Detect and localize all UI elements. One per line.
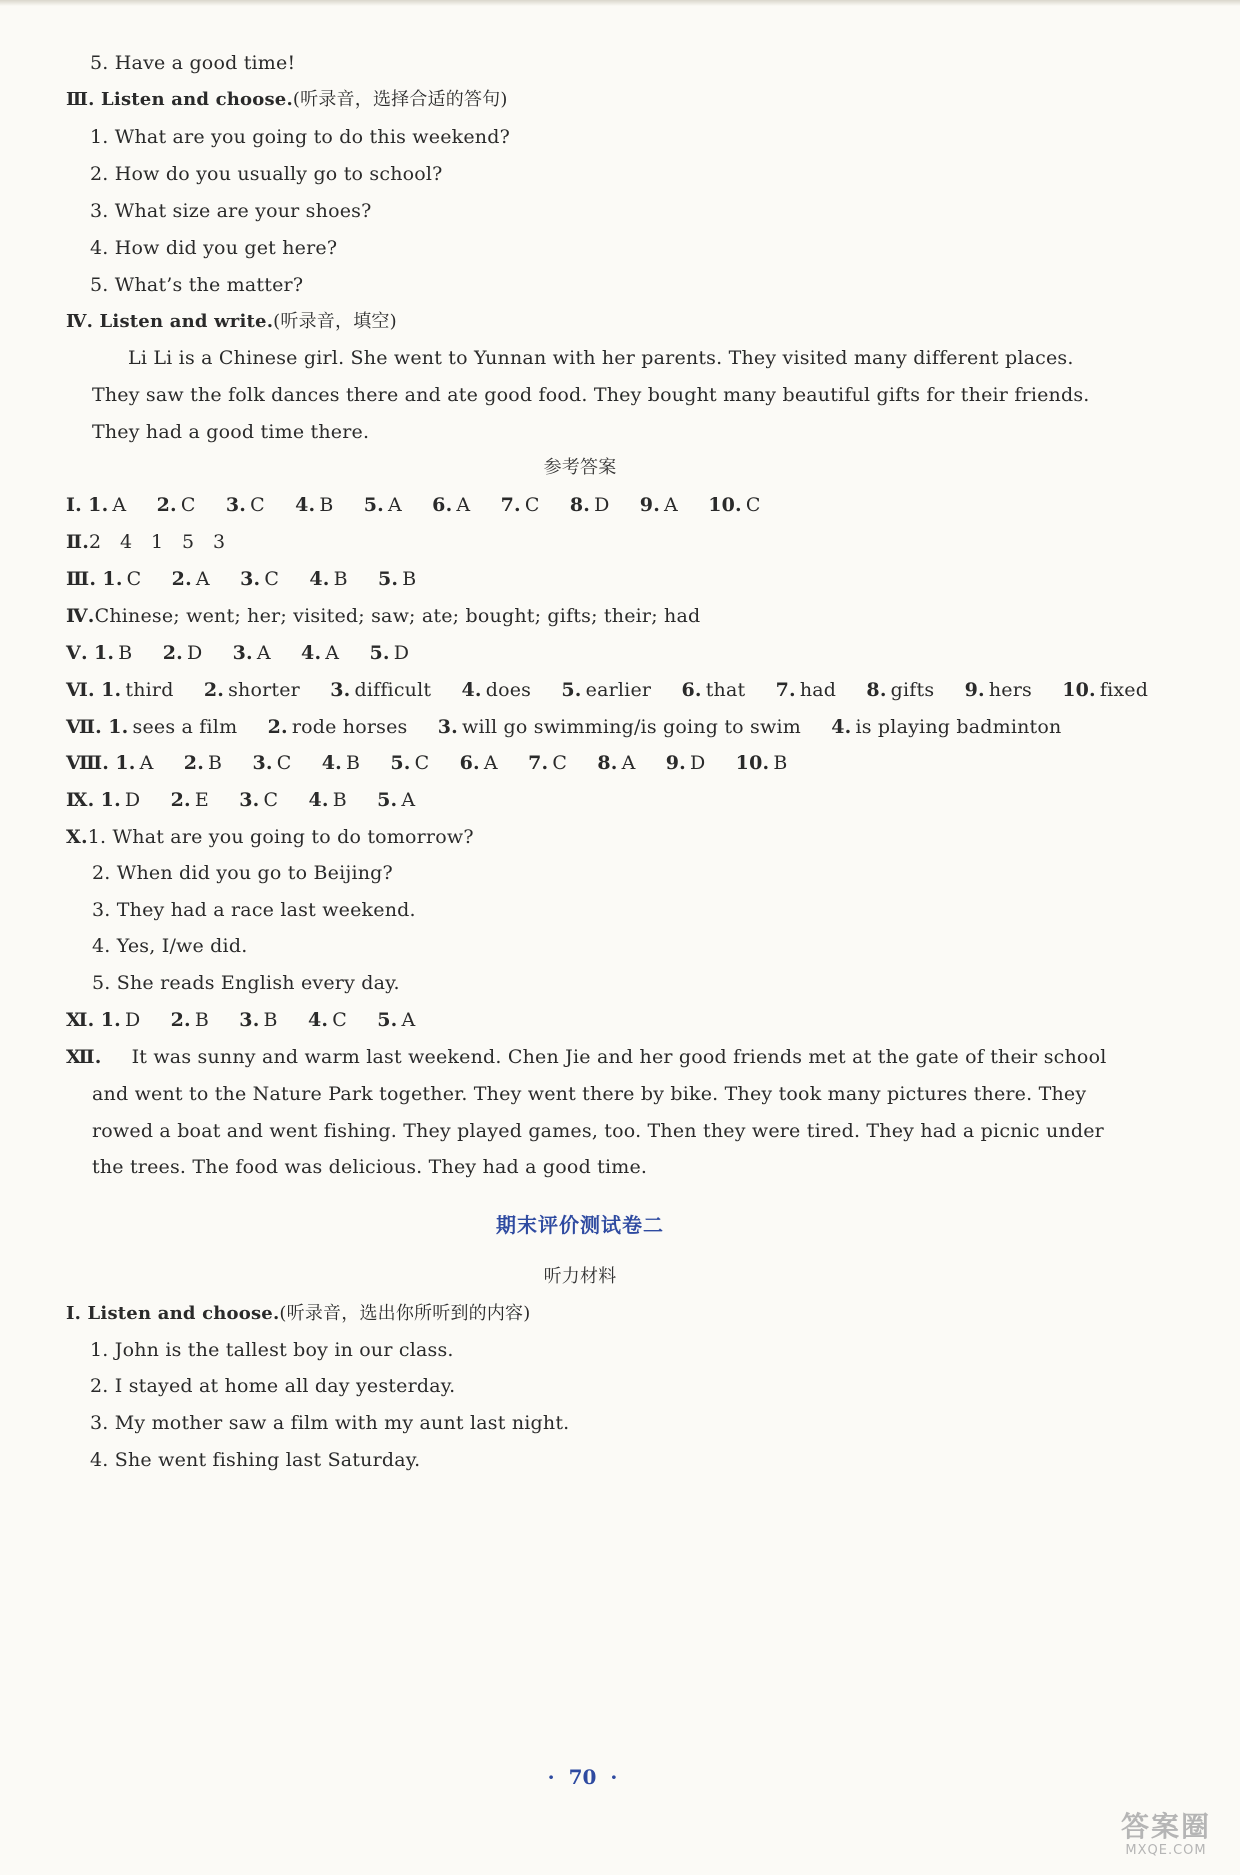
scan-edge [0, 0, 1240, 6]
row-label: Ⅱ. [66, 531, 90, 553]
row-label: Ⅹ. [66, 826, 88, 848]
paragraph-line: It was sunny and warm last weekend. Chen Jie and her good friends met at the gate of their school [131, 1046, 1107, 1068]
row-label: Ⅻ. [66, 1046, 102, 1068]
answer-sentence: 2. When did you go to Beijing? [92, 862, 393, 884]
watermark-text: 答案圈 [1120, 1810, 1211, 1843]
heading-en: Ⅲ. Listen and choose. [66, 89, 293, 110]
section-heading [66, 87, 508, 113]
row-label: Ⅳ. [66, 605, 95, 627]
heading-cn: (听录音，选出你所听到的内容) [279, 1303, 531, 1324]
paragraph-line: They saw the folk dances there and ate good food. They bought many beautiful gifts for their friends. [92, 384, 1090, 406]
row-label: Ⅸ. [66, 789, 95, 811]
answer-row: Ⅲ. 1. C 2. A 3. C 4. B 5. B [66, 568, 417, 590]
question-item: 1. What are you going to do this weekend? [90, 126, 510, 148]
question-item: 3. My mother saw a film with my aunt last night. [90, 1412, 570, 1434]
answer-sentence: 1. What are you going to do tomorrow? [87, 826, 474, 848]
answer-row: Ⅸ. 1. D 2. E 3. C 4. B 5. A [66, 789, 416, 811]
page-dot: · [547, 1765, 555, 1789]
answer-sentence: 3. They had a race last weekend. [92, 899, 416, 921]
row-text: 2 4 1 5 3 [89, 531, 226, 553]
paragraph-line: Li Li is a Chinese girl. She went to Yunnan with her parents. They visited many different places. [128, 347, 1074, 369]
page-number [0, 1765, 1165, 1789]
test-title: 期末评价测试卷二 [496, 1213, 664, 1237]
question-item: 4. How did you get here? [90, 237, 338, 259]
paragraph-line: the trees. The food was delicious. They had a good time. [92, 1156, 648, 1178]
question-item: 3. What size are your shoes? [90, 200, 372, 222]
answers-title: 参考答案 [543, 457, 617, 478]
paragraph-line: rowed a boat and went fishing. They played games, too. Then they were tired. They had a picnic under [92, 1120, 1104, 1142]
answer-row: Ⅷ. 1. A 2. B 3. C 4. B 5. C 6. A 7. C 8. A 9. D 10. B [66, 752, 788, 774]
test-subtitle: 听力材料 [543, 1266, 617, 1287]
answer-row [66, 1044, 1107, 1070]
question-item: 2. How do you usually go to school? [90, 163, 443, 185]
paragraph-line: and went to the Nature Park together. They went there by bike. They took many pictures there. They [92, 1083, 1087, 1105]
page-number-text: 70 [568, 1765, 597, 1789]
heading-en: Ⅰ. Listen and choose. [66, 1303, 280, 1324]
row-label: Ⅰ. [66, 494, 82, 516]
item-text: 5. Have a good time! [90, 52, 296, 74]
question-item: 4. She went fishing last Saturday. [90, 1449, 421, 1471]
heading-en: Ⅳ. Listen and write. [66, 311, 274, 332]
row-label: Ⅲ. [66, 568, 97, 590]
watermark-url: MXQE.COM [1125, 1843, 1207, 1858]
answer-row: Ⅶ. 1. sees a film 2. rode horses 3. will go swimming/is going to swim 4. is playing badminton [66, 716, 1062, 738]
row-label: Ⅴ. [66, 642, 88, 664]
row-label: Ⅺ. [66, 1009, 95, 1031]
answer-row [66, 603, 700, 629]
answer-sentence: 5. She reads English every day. [92, 972, 400, 994]
row-label: Ⅶ. [66, 716, 102, 738]
question-item: 5. What’s the matter? [90, 274, 304, 296]
section-heading [66, 1301, 530, 1327]
answer-row: Ⅰ. 1. A 2. C 3. C 4. B 5. A 6. A 7. C 8. D 9. A 10. C [66, 494, 761, 516]
row-label: Ⅷ. [66, 752, 110, 774]
answer-row: Ⅴ. 1. B 2. D 3. A 4. A 5. D [66, 642, 410, 664]
paragraph-line: They had a good time there. [92, 421, 370, 443]
question-item: 2. I stayed at home all day yesterday. [90, 1375, 456, 1397]
row-text: Chinese; went; her; visited; saw; ate; bought; gifts; their; had [94, 605, 701, 627]
heading-cn: (听录音，选择合适的答句) [292, 89, 508, 110]
answer-row [66, 824, 474, 850]
page-dot: · [610, 1765, 618, 1789]
answer-row [66, 529, 225, 555]
answer-row: Ⅺ. 1. D 2. B 3. B 4. C 5. A [66, 1009, 416, 1031]
section-heading [66, 309, 397, 335]
watermark-logo [1106, 1811, 1226, 1865]
question-item: 1. John is the tallest boy in our class. [90, 1339, 454, 1361]
answer-sentence: 4. Yes, I/we did. [92, 935, 248, 957]
answer-row: Ⅵ. 1. third 2. shorter 3. difficult 4. does 5. earlier 6. that 7. had 8. gifts 9. hers 10. fixed [66, 679, 1149, 701]
row-label: Ⅵ. [66, 679, 95, 701]
heading-cn: (听录音，填空) [273, 311, 397, 332]
